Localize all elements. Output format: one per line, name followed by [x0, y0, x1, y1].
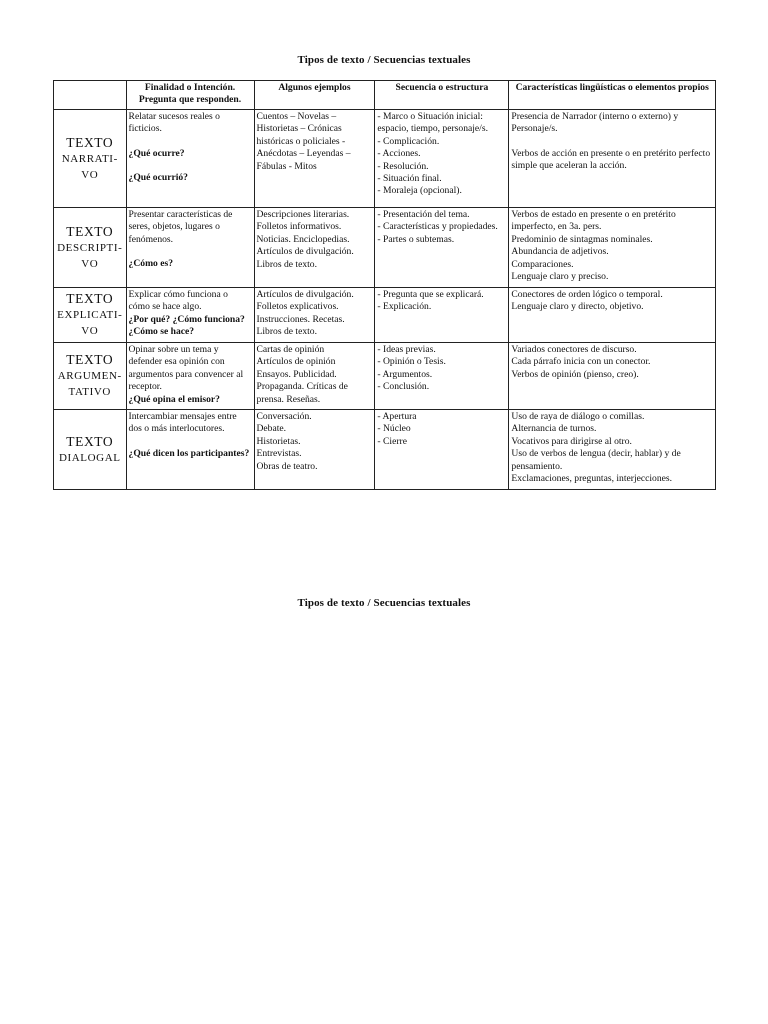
type-name-line: NARRATI-	[61, 152, 118, 165]
table-row	[54, 110, 716, 208]
table-row	[54, 208, 716, 288]
examples-cell	[254, 208, 375, 288]
structure-item: - Moraleja (opcional).	[377, 185, 462, 197]
feature-item: Conectores de orden lógico o temporal.	[511, 289, 663, 300]
structure-item: - Apertura	[377, 411, 417, 422]
feature-item: Verbos de opinión (pienso, creo).	[511, 368, 639, 380]
feature-item: Comparaciones.	[511, 258, 574, 270]
structure-item: - Opinión o Tesis.	[377, 356, 446, 368]
page-title: Tipos de texto / Secuencias textuales	[297, 54, 471, 66]
guiding-question: ¿Qué ocurrió?	[128, 172, 188, 184]
structure-item: - Pregunta que se explicará.	[377, 289, 484, 300]
structure-cell	[375, 410, 509, 490]
examples-cell	[254, 343, 375, 410]
text-types-table	[53, 80, 716, 490]
example-item: Folletos explicativos.	[256, 301, 339, 313]
structure-item: - Presentación del tema.	[377, 209, 470, 220]
example-item: Cuentos – Novelas – Historietas – Crónicas históricas o policiales - Anécdotas – Leyendas – Fábulas - Mitos	[256, 111, 351, 172]
examples-cell	[254, 110, 375, 208]
example-item: Obras de teatro.	[256, 460, 318, 472]
example-item: Libros de texto.	[256, 258, 317, 270]
type-name-line: TATIVO	[68, 386, 111, 398]
purpose-text: Explicar cómo funciona o cómo se hace algo.	[128, 289, 228, 313]
features-cell	[509, 110, 716, 208]
header-structure: Secuencia o estructura	[375, 81, 509, 110]
example-item: Descripciones literarias.	[256, 209, 350, 220]
table-header-row	[54, 81, 716, 110]
example-item: Cartas de opinión	[256, 344, 325, 355]
type-name-line: VO	[81, 168, 99, 181]
example-item: Ensayos. Publicidad.	[256, 368, 337, 380]
feature-item: Exclamaciones, preguntas, interjecciones.	[511, 473, 673, 485]
type-name-line: TEXTO	[66, 223, 114, 239]
example-item: Artículos de opinión	[256, 356, 336, 368]
feature-item: Verbos de acción en presente o en pretérito perfecto simple que aceleran la acción.	[511, 147, 711, 172]
type-name-line: TEXTO	[66, 134, 114, 150]
feature-item: Cada párrafo inicia con un conector.	[511, 356, 651, 368]
row-type-name	[54, 343, 127, 410]
row-type-name	[54, 410, 127, 490]
structure-item: - Acciones.	[377, 148, 421, 160]
feature-item: Abundancia de adjetivos.	[511, 246, 609, 258]
purpose-text: Opinar sobre un tema y defender esa opinión con argumentos para convencer al receptor.	[128, 344, 244, 393]
structure-cell	[375, 343, 509, 410]
guiding-question: ¿Qué dicen los participantes?	[128, 447, 250, 459]
structure-cell	[375, 288, 509, 343]
structure-item: - Marco o Situación inicial: espacio, tiempo, personaje/s.	[377, 111, 488, 135]
example-item: Artículos de divulgación.	[256, 289, 354, 300]
header-purpose: Finalidad o Intención. Pregunta que responden.	[126, 81, 254, 110]
feature-item: Vocativos para dirigirse al otro.	[511, 435, 632, 447]
example-item: Instrucciones. Recetas.	[256, 313, 345, 325]
guiding-question: ¿Qué ocurre?	[128, 147, 185, 159]
structure-item: - Complicación.	[377, 135, 440, 147]
row-type-name	[54, 208, 127, 288]
header-features: Características lingüísticas o elementos propios	[509, 81, 716, 110]
structure-item: - Cierre	[377, 435, 407, 447]
structure-cell	[375, 110, 509, 208]
type-name-line: DIALOGAL	[58, 451, 121, 464]
structure-item: - Situación final.	[377, 173, 442, 185]
structure-item: - Explicación.	[377, 301, 432, 313]
type-name-line: VO	[81, 257, 99, 270]
row-type-name	[54, 288, 127, 343]
example-item: Libros de texto.	[256, 326, 317, 338]
guiding-question: ¿Por qué? ¿Cómo funciona? ¿Cómo se hace?	[128, 313, 245, 338]
example-item: Artículos de divulgación.	[256, 246, 354, 258]
feature-item: Verbos de estado en presente o en pretérito imperfecto, en 3a. pers.	[511, 209, 676, 233]
table-row	[54, 343, 716, 410]
row-type-name	[54, 110, 127, 208]
examples-cell	[254, 288, 375, 343]
structure-cell	[375, 208, 509, 288]
table-row	[54, 288, 716, 343]
feature-item: Uso de raya de diálogo o comillas.	[511, 411, 645, 422]
table-row	[54, 410, 716, 490]
purpose-text: Intercambiar mensajes entre dos o más interlocutores.	[128, 411, 237, 435]
features-cell	[509, 410, 716, 490]
structure-item: - Núcleo	[377, 423, 411, 435]
feature-item: Variados conectores de discurso.	[511, 344, 637, 355]
structure-item: - Ideas previas.	[377, 344, 436, 355]
structure-item: - Argumentos.	[377, 368, 433, 380]
example-item: Propaganda. Críticas de prensa. Reseñas.	[256, 381, 348, 405]
header-examples: Algunos ejemplos	[254, 81, 375, 110]
type-name-line: EXPLICATI-	[57, 309, 123, 321]
purpose-text: Presentar características de seres, objetos, lugares o fenómenos.	[128, 209, 233, 245]
type-name-line: DESCRIPTI-	[57, 241, 123, 254]
structure-item: - Características y propiedades.	[377, 221, 498, 233]
guiding-question: ¿Qué opina el emisor?	[128, 393, 220, 405]
purpose-cell	[126, 110, 254, 208]
purpose-cell	[126, 343, 254, 410]
example-item: Folletos informativos.	[256, 221, 342, 233]
structure-item: - Resolución.	[377, 160, 429, 172]
feature-item: Lenguaje claro y directo, objetivo.	[511, 301, 644, 313]
type-name-line: TEXTO	[66, 352, 114, 367]
page-title-repeat: Tipos de texto / Secuencias textuales	[297, 597, 471, 609]
purpose-cell	[126, 208, 254, 288]
purpose-text: Relatar sucesos reales o ficticios.	[128, 111, 220, 135]
feature-item: Alternancia de turnos.	[511, 423, 597, 435]
example-item: Entrevistas.	[256, 448, 302, 460]
feature-item: Presencia de Narrador (interno o externo) y Personaje/s.	[511, 111, 679, 135]
feature-item: Predominio de sintagmas nominales.	[511, 233, 653, 245]
features-cell	[509, 288, 716, 343]
features-cell	[509, 208, 716, 288]
purpose-cell	[126, 410, 254, 490]
type-name-line: ARGUMEN-	[57, 370, 122, 382]
structure-item: - Conclusión.	[377, 381, 430, 393]
header-blank	[54, 81, 127, 110]
examples-cell	[254, 410, 375, 490]
example-item: Noticias. Enciclopedias.	[256, 233, 350, 245]
type-name-line: TEXTO	[66, 433, 114, 449]
purpose-cell	[126, 288, 254, 343]
feature-item: Lenguaje claro y preciso.	[511, 271, 609, 283]
feature-item: Uso de verbos de lengua (decir, hablar) y de pensamiento.	[511, 448, 681, 472]
type-name-line: VO	[81, 325, 99, 337]
structure-item: - Partes o subtemas.	[377, 233, 455, 245]
type-name-line: TEXTO	[66, 291, 114, 306]
example-item: Historietas.	[256, 435, 301, 447]
example-item: Debate.	[256, 423, 287, 435]
example-item: Conversación.	[256, 411, 312, 422]
features-cell	[509, 343, 716, 410]
guiding-question: ¿Cómo es?	[128, 258, 174, 270]
